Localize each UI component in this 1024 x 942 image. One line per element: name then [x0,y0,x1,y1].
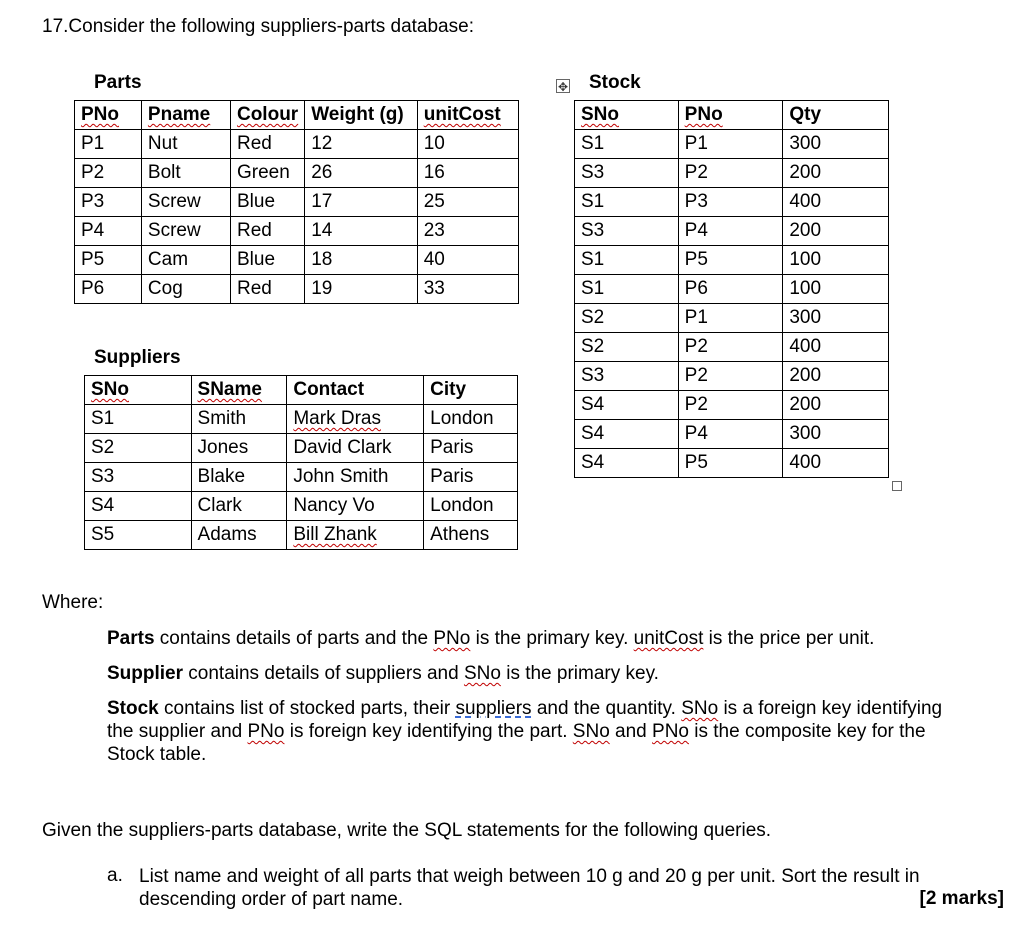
table-cell: 100 [783,275,889,304]
table-cell: 300 [783,304,889,333]
table-cell: 40 [417,246,518,275]
table-cell: 25 [417,188,518,217]
table-cell: Cam [141,246,230,275]
table-row [75,246,519,275]
table-cell: S5 [85,521,192,550]
table-row [75,188,519,217]
table-cell: 400 [783,188,889,217]
table-cell: 400 [783,449,889,478]
stock-header: PNo [678,101,783,130]
table-cell: S4 [575,391,679,420]
table-cell: 300 [783,130,889,159]
table-cell: Paris [424,463,518,492]
table-cell: P4 [678,217,783,246]
table-row [75,159,519,188]
table-cell: 33 [417,275,518,304]
desc-key: SNo [681,698,719,719]
table-cell: 400 [783,333,889,362]
table-cell: S2 [575,333,679,362]
desc-text: and the quantity. [531,698,682,719]
table-cell: S2 [85,434,192,463]
table-cell: P4 [75,217,142,246]
table-cell: P1 [75,130,142,159]
table-cell: 100 [783,246,889,275]
supplier-term: Supplier [107,663,184,684]
table-cell: 10 [417,130,518,159]
parts-header: Weight (g) [305,101,418,130]
table-cell: S4 [575,449,679,478]
desc-key: PNo [652,721,689,742]
parts-term: Parts [107,628,155,649]
where-label: Where: [42,592,104,613]
table-cell: Smith [191,405,287,434]
table-cell: Clark [191,492,287,521]
table-cell: P1 [678,130,783,159]
table-cell: S2 [575,304,679,333]
move-handle-icon[interactable]: ✥ [557,80,569,94]
table-row [75,217,519,246]
desc-text: contains details of parts and the [154,628,434,649]
table-cell: Adams [191,521,287,550]
desc-key: SNo [572,721,610,742]
parts-header-row [75,101,519,130]
instruction: Given the suppliers-parts database, write the SQL statements for the following queries. [42,820,772,841]
table-cell: Mark Dras [287,405,424,434]
parts-description [107,627,987,650]
table-cell: S1 [575,246,679,275]
table-cell: P6 [678,275,783,304]
question-a-text: List name and weight of all parts that weigh between 10 g and 20 g per unit. Sort the result in descending order of part name. [139,866,920,910]
table-cell: P6 [75,275,142,304]
table-cell: 200 [783,391,889,420]
table-cell: Paris [424,434,518,463]
table-cell: P2 [75,159,142,188]
question-a-label: a. [107,865,123,886]
table-cell: London [424,492,518,521]
table-row [575,449,889,478]
desc-text: contains list of stocked parts, their [158,698,456,719]
table-row [575,420,889,449]
table-cell: S3 [575,159,679,188]
table-cell: Blue [230,246,304,275]
table-cell: Nut [141,130,230,159]
table-cell: S3 [85,463,192,492]
table-cell: 200 [783,217,889,246]
stock-header: SNo [575,101,679,130]
table-cell: Jones [191,434,287,463]
parts-caption: Parts [94,72,142,93]
stock-header-row [575,101,889,130]
table-cell: Screw [141,188,230,217]
question-title: 17.Consider the following suppliers-parts database: [42,16,474,37]
table-row [75,130,519,159]
stock-term: Stock [107,698,159,719]
table-cell: P2 [678,391,783,420]
table-row [575,333,889,362]
table-cell: 18 [305,246,418,275]
desc-key: PNo [433,628,471,649]
desc-text: and [609,721,653,742]
table-cell: Cog [141,275,230,304]
table-cell: P5 [678,449,783,478]
desc-text: is the price per unit. [703,628,875,649]
desc-key: PNo [247,721,285,742]
suppliers-table [84,375,518,550]
table-cell: P3 [75,188,142,217]
parts-header: PNo [75,101,142,130]
table-cell: P4 [678,420,783,449]
table-row [575,246,889,275]
table-cell: P5 [678,246,783,275]
table-row [85,434,518,463]
table-cell: Athens [424,521,518,550]
desc-text: contains details of suppliers and [183,663,464,684]
table-cell: Green [230,159,304,188]
table-cell: 14 [305,217,418,246]
suppliers-header: City [424,376,518,405]
stock-description [107,697,967,766]
table-row [575,391,889,420]
suppliers-caption: Suppliers [94,347,181,368]
table-row [75,275,519,304]
table-cell: 200 [783,159,889,188]
table-cell: Red [230,130,304,159]
table-cell: S3 [575,362,679,391]
table-cell: Bill Zhank [287,521,424,550]
table-row [575,304,889,333]
table-cell: 19 [305,275,418,304]
table-cell: John Smith [287,463,424,492]
desc-text: is foreign key identifying the part. [284,721,573,742]
desc-key: unitCost [633,628,704,649]
supplier-description [107,662,987,685]
table-row [575,362,889,391]
table-cell: P2 [678,362,783,391]
table-row [575,159,889,188]
table-cell: 16 [417,159,518,188]
stock-caption: Stock [589,72,641,93]
parts-table [74,100,519,304]
table-cell: S1 [85,405,192,434]
table-cell: 23 [417,217,518,246]
desc-text: is a foreign key identifying the supplier and [107,698,943,742]
table-cell: London [424,405,518,434]
table-cell: S4 [85,492,192,521]
table-cell: P5 [75,246,142,275]
desc-grammar: suppliers [455,698,532,719]
stock-header: Qty [783,101,889,130]
suppliers-header: Contact [287,376,424,405]
table-cell: Red [230,275,304,304]
table-cell: P2 [678,333,783,362]
suppliers-header-row [85,376,518,405]
table-cell: S4 [575,420,679,449]
table-cell: 200 [783,362,889,391]
table-row [85,492,518,521]
table-cell: P1 [678,304,783,333]
table-cell: 17 [305,188,418,217]
suppliers-header: SName [191,376,287,405]
table-row [85,463,518,492]
table-cell: Nancy Vo [287,492,424,521]
parts-header: Colour [230,101,304,130]
table-cell: S1 [575,188,679,217]
table-row [575,188,889,217]
desc-text: is the primary key. [500,663,659,684]
table-cell: Screw [141,217,230,246]
table-cell: S1 [575,130,679,159]
table-cell: Red [230,217,304,246]
table-cell: P3 [678,188,783,217]
table-cell: Blue [230,188,304,217]
table-cell: 300 [783,420,889,449]
table-cell: Blake [191,463,287,492]
suppliers-header: SNo [85,376,192,405]
table-row [575,275,889,304]
parts-header: Pname [141,101,230,130]
parts-header: unitCost [417,101,518,130]
desc-text: is the composite key for the Stock table. [107,721,926,765]
stock-table [574,100,889,478]
table-cell: S1 [575,275,679,304]
table-cell: 26 [305,159,418,188]
table-cell: S3 [575,217,679,246]
desc-text: is the primary key. [470,628,634,649]
table-row [85,405,518,434]
table-cell: David Clark [287,434,424,463]
question-a-marks: [2 marks] [919,888,1004,909]
table-row [575,217,889,246]
table-cell: 12 [305,130,418,159]
resize-handle-icon[interactable] [892,481,902,491]
table-row [575,130,889,159]
table-row [85,521,518,550]
table-cell: P2 [678,159,783,188]
desc-key: SNo [463,663,501,684]
table-cell: Bolt [141,159,230,188]
